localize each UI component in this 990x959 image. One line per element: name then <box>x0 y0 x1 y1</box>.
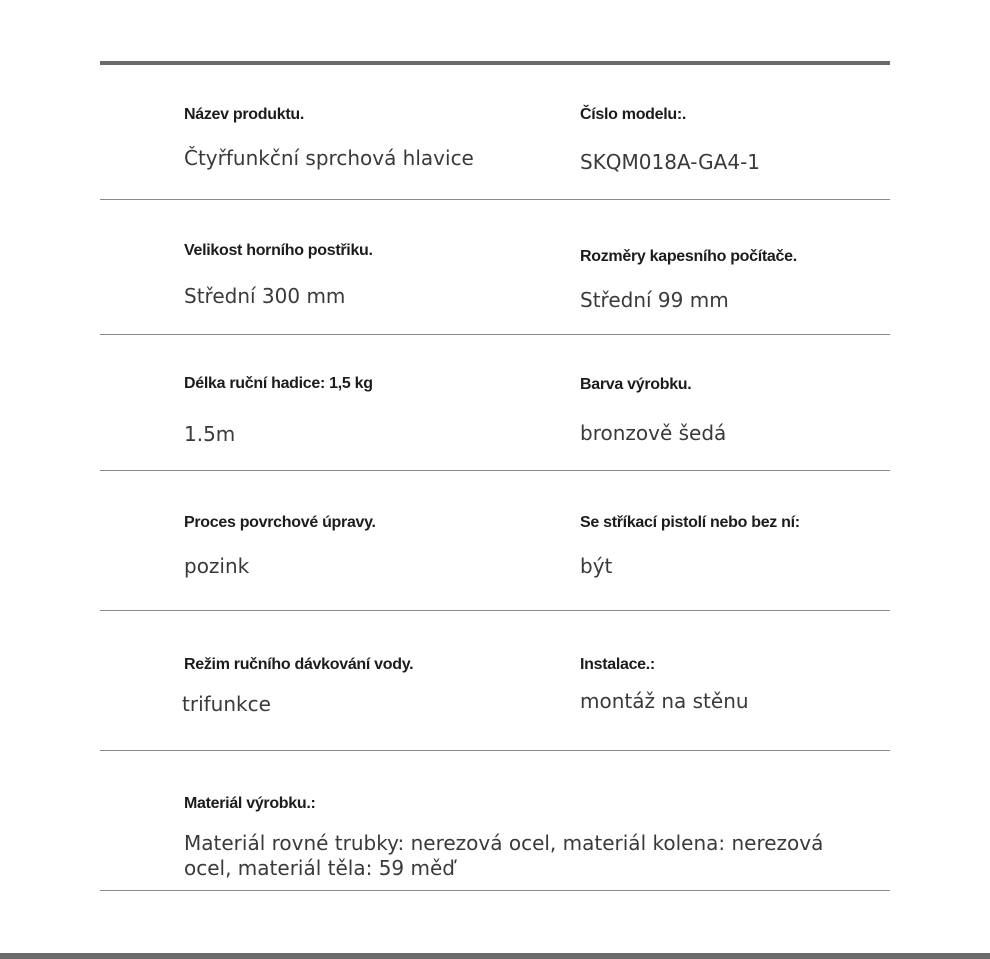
spec-label-hose-length: Délka ruční hadice: 1,5 kg <box>184 375 373 392</box>
spec-value-surface-process: pozink <box>184 554 250 578</box>
spec-label-overhead-size: Velikost horního postřiku. <box>184 242 373 259</box>
spec-label-model-number: Číslo modelu:. <box>580 106 687 123</box>
spec-value-product-name: Čtyřfunkční sprchová hlavice <box>184 146 474 170</box>
bottom-edge-band <box>0 953 990 959</box>
spec-label-installation: Instalace.: <box>580 656 655 673</box>
spec-label-surface-process: Proces povrchové úpravy. <box>184 514 376 531</box>
spec-value-handheld-size: Střední 99 mm <box>580 288 729 312</box>
spec-value-overhead-size: Střední 300 mm <box>184 284 346 308</box>
spec-label-handheld-size: Rozměry kapesního počítače. <box>580 248 797 265</box>
spec-value-water-mode: trifunkce <box>182 692 271 716</box>
spec-label-product-name: Název produktu. <box>184 106 304 123</box>
spec-row-material <box>100 751 890 891</box>
spec-row-hose-color <box>100 335 890 471</box>
spec-row-finish <box>100 471 890 611</box>
spec-value-spray-gun: být <box>580 554 613 578</box>
spec-label-color: Barva výrobku. <box>580 376 692 393</box>
spec-label-spray-gun: Se stříkací pistolí nebo bez ní: <box>580 514 800 531</box>
spec-row-water-install <box>100 611 890 751</box>
spec-value-installation: montáž na stěnu <box>580 689 749 713</box>
spec-value-material: Materiál rovné trubky: nerezová ocel, materiál kolena: nerezová ocel, materiál těla: 59 měď <box>184 831 824 880</box>
spec-value-model-number: SKQM018A-GA4-1 <box>580 150 761 174</box>
spec-row-sizes <box>100 200 890 335</box>
spec-value-color: bronzově šedá <box>580 421 727 445</box>
spec-row-product <box>100 65 890 200</box>
spec-label-water-mode: Režim ručního dávkování vody. <box>184 656 414 673</box>
spec-value-hose-length: 1.5m <box>184 422 236 446</box>
spec-label-material: Materiál výrobku.: <box>184 795 316 812</box>
